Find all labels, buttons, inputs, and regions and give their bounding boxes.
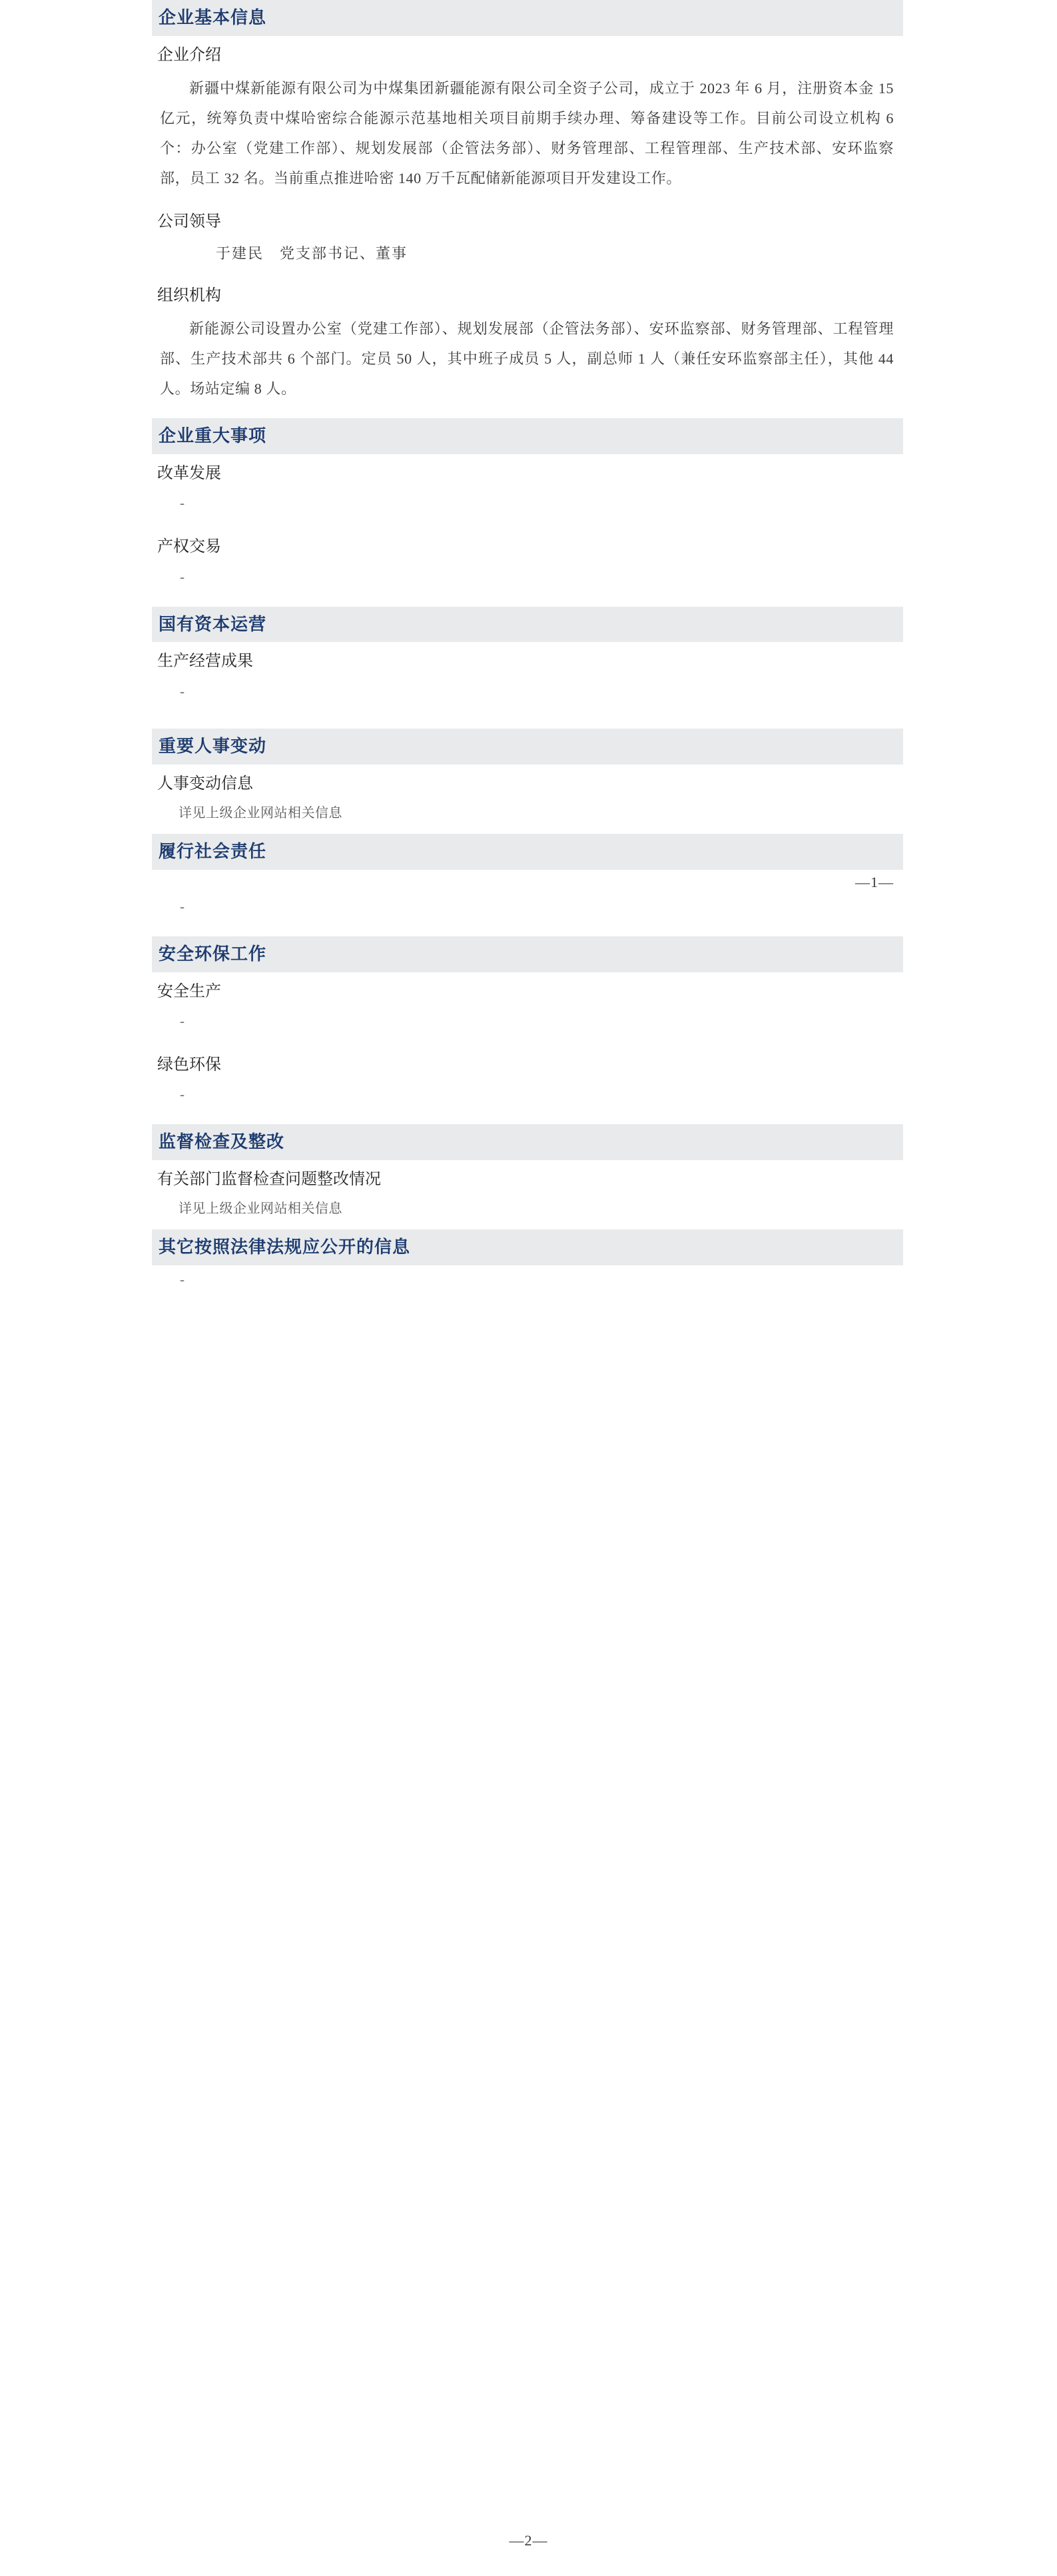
spacer <box>152 270 903 276</box>
section-heading-social-responsibility: 履行社会责任 <box>152 834 903 870</box>
subheading-green-environment: 绿色环保 <box>157 1056 221 1074</box>
spacer <box>152 1036 903 1046</box>
subheading-organization: 组织机构 <box>157 286 221 304</box>
placeholder-dash: - <box>180 568 184 585</box>
spacer <box>152 406 903 418</box>
document-body <box>152 0 903 1295</box>
subheading-reform-development: 改革发展 <box>157 465 221 483</box>
spacer <box>152 196 903 202</box>
note-see-parent-website: 详见上级企业网站相关信息 <box>178 806 342 821</box>
subheading-company-intro: 企业介绍 <box>157 46 221 64</box>
spacer <box>152 1110 903 1124</box>
placeholder-dash: - <box>180 1086 184 1103</box>
leader-entry: 于建民 党支部书记、董事 <box>216 244 408 262</box>
subheading-supervision-rectification-status: 有关部门监督检查问题整改情况 <box>157 1170 381 1188</box>
paragraph-organization: 新能源公司设置办公室（党建工作部）、规划发展部（企管法务部）、安环监察部、财务管理部、工程管理部、生产技术部共 6 个部门。定员 50 人，其中班子成员 5 人，副总师 1 人（兼任安环监察部主任），其他 44 人。场站定编 8 人。 <box>160 320 894 398</box>
section-heading-personnel-changes: 重要人事变动 <box>152 729 903 765</box>
placeholder-dash: - <box>180 898 184 915</box>
section-heading-state-capital: 国有资本运营 <box>152 607 903 643</box>
section-heading-major-matters: 企业重大事项 <box>152 418 903 454</box>
section-heading-supervision-rectification: 监督检查及整改 <box>152 1124 903 1160</box>
spacer <box>152 827 903 834</box>
section-heading-other-disclosure: 其它按照法律法规应公开的信息 <box>152 1229 903 1265</box>
subheading-company-leaders: 公司领导 <box>157 213 221 231</box>
placeholder-dash: - <box>180 683 184 699</box>
page-number-one: —1— <box>855 874 894 891</box>
subheading-property-rights-transaction: 产权交易 <box>157 538 221 556</box>
section-heading-basic-info: 企业基本信息 <box>152 0 903 36</box>
spacer <box>152 706 903 729</box>
subheading-production-safety: 安全生产 <box>157 982 221 1000</box>
spacer <box>152 1223 903 1229</box>
paragraph-company-intro: 新疆中煤新能源有限公司为中煤集团新疆能源有限公司全资子公司，成立于 2023 年 6 月，注册资本金 15 亿元，统筹负责中煤哈密综合能源示范基地相关项目前期手续办理、筹备建设等工作。目前公司设立机构 6 个：办公室（党建工作部）、规划发展部（企管法务部）、财务管理部、工程管理部、生产技术部、安环监察部，员工 32 名。当前重点推进哈密 140 万千瓦配储新能源项目开发建设工作。 <box>160 79 894 187</box>
spacer <box>152 592 903 607</box>
spacer <box>152 922 903 936</box>
placeholder-dash: - <box>180 495 184 511</box>
subheading-personnel-change-info: 人事变动信息 <box>157 775 253 793</box>
subheading-operating-results: 生产经营成果 <box>157 653 253 671</box>
section-heading-safety-environment: 安全环保工作 <box>152 936 903 972</box>
note-see-parent-website: 详见上级企业网站相关信息 <box>178 1201 342 1217</box>
placeholder-dash: - <box>180 1271 184 1287</box>
page-number-footer: —2— <box>509 2532 548 2549</box>
spacer <box>152 518 903 527</box>
placeholder-dash: - <box>180 1012 184 1029</box>
